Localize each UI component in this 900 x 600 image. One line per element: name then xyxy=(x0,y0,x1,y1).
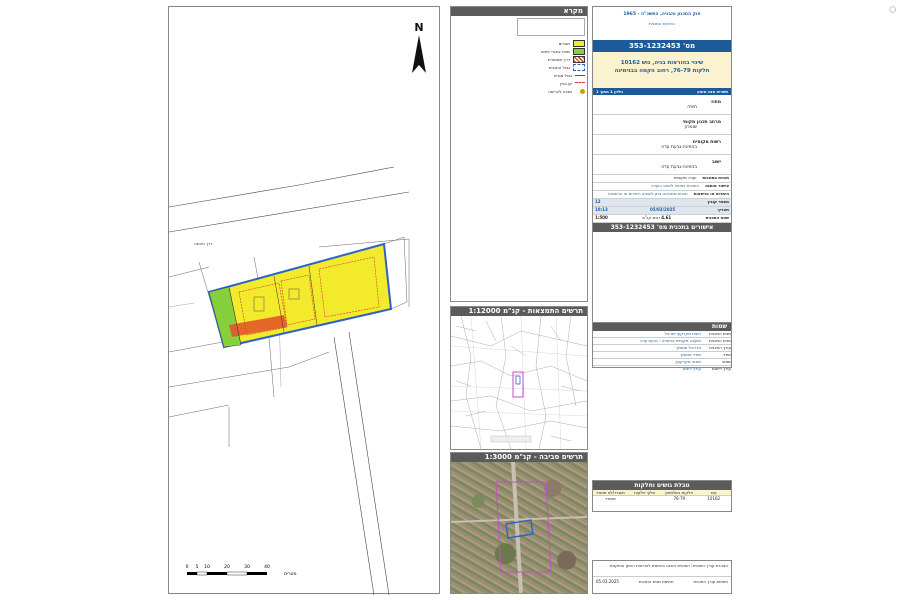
version-number: 12 xyxy=(595,199,601,204)
info-row: מחוז חיפה xyxy=(593,95,731,115)
main-plan-map xyxy=(168,6,440,594)
north-label: N xyxy=(414,21,424,34)
legend-panel xyxy=(450,6,588,302)
law-line: חוק התכנון והבניה, התשכ"ה - 1965 xyxy=(623,12,701,17)
declaration-panel: הצהרת עורך התכנית: התכנית הוכנה בהתאם להוראות החוק והתקנות חתימת עורך התכנית חתימת מגיש התכנית 05.03.2025 xyxy=(592,560,732,594)
legend-item: גבול מגרש xyxy=(455,71,585,79)
legend-swatch-buildline xyxy=(575,82,585,84)
signatures-panel xyxy=(592,322,732,371)
north-arrow-icon xyxy=(412,35,426,73)
svg-text:40: 40 xyxy=(264,565,270,570)
legend-item: שטח ציבורי פתוח xyxy=(455,47,585,55)
signature-row: עורך התכנית אדריכל מוסמך xyxy=(593,345,731,352)
svg-text:20: 20 xyxy=(224,565,230,570)
svg-text:5: 5 xyxy=(195,565,199,570)
regional-map xyxy=(451,316,587,449)
declaration-note: הצהרת עורך התכנית: התכנית הוכנה בהתאם להוראות החוק והתקנות xyxy=(609,563,728,568)
plan-info-panel xyxy=(592,6,732,366)
plan-number: 353-1232453 xyxy=(628,42,681,50)
svg-text:מטרים: מטרים xyxy=(284,572,297,577)
scale-bar xyxy=(186,564,297,577)
info-row: מרחב תכנון מקומי שומרון xyxy=(593,115,731,135)
svg-text:30: 30 xyxy=(244,565,250,570)
legend-swatch-line xyxy=(575,75,585,76)
legend-title: מקרא xyxy=(451,7,587,16)
signatures-header: שמות xyxy=(593,323,731,331)
legend-item: גבול התכנית xyxy=(455,63,585,71)
signatures-table xyxy=(593,331,731,372)
table-row: 10162 76-79 מוסדר xyxy=(593,495,731,501)
plan-drawing xyxy=(169,7,441,595)
aerial-photo xyxy=(451,462,587,593)
signature-row: עורך רישום עורך רשום xyxy=(682,366,731,371)
sub-line: הוראות התכנית xyxy=(648,21,676,26)
signature-row: שמאי שמאי מקרקעין xyxy=(593,359,731,366)
signature-row: מגיש התכנית מועצה מקומית בנימינה - גבעת עדה xyxy=(593,338,731,345)
parcels-columns: גוש חלקות בשלמותן חלקי חלקות מוסדר/לא מוסדר xyxy=(593,490,731,495)
legend-item: קו בניין xyxy=(455,79,585,87)
info-row: רשות מקומית בנימינה-גבעת עדה xyxy=(593,135,731,155)
plan-name: שינוי בהוראות בניה, גוש 10162 xyxy=(620,60,704,66)
plan-date: 05/03/2025 xyxy=(650,207,676,212)
corner-mark: ◯ xyxy=(889,6,896,13)
aerial-map-panel xyxy=(450,452,588,594)
parcels-panel xyxy=(592,480,732,512)
signature-row: מגיש התכנית רשות מקרקעי ישראל xyxy=(593,331,731,338)
legend-swatch-road xyxy=(573,56,585,63)
info-rows xyxy=(593,95,731,175)
legend-item: מבנה להריסה xyxy=(455,87,585,95)
parcels-header: טבלת גושים וחלקות xyxy=(593,481,731,490)
plan-area: 4.61 xyxy=(661,215,672,220)
regional-map-title: תרשים התמצאות - קנ"מ 1:12000 xyxy=(451,307,587,316)
area-label: דרך נחושה xyxy=(194,241,213,246)
approvals-header: אישורים בתכנית מס' 353-1232453 xyxy=(593,223,731,232)
plan-number-bar: מס' 353-1232453 xyxy=(593,40,731,52)
legend-item: דרך מאושרת xyxy=(455,55,585,63)
logo-box xyxy=(517,18,585,36)
legend-swatch-boundary xyxy=(573,64,585,71)
legend-swatch-green xyxy=(573,48,585,55)
plan-scale: 1:500 xyxy=(595,215,608,220)
svg-text:10: 10 xyxy=(204,565,210,570)
plan-desc: חלקות 76-79, רחוב הקמה בבנימינה xyxy=(614,68,710,74)
signature-row: מודד מודד מוסמך xyxy=(593,352,731,359)
plan-name-block xyxy=(593,52,731,88)
info-row: ישוב בנימינה-גבעת עדה xyxy=(593,155,731,175)
regional-map-panel xyxy=(450,306,588,450)
sheet-bar: תשריט מצב מוצע גיליון 1 מתוך 1 xyxy=(593,88,731,95)
legend-swatch-dot xyxy=(580,89,585,94)
legend-item: מגורים xyxy=(455,39,585,47)
legend-swatch-yellow xyxy=(573,40,585,47)
plan-time: 10:13 xyxy=(595,207,608,212)
legend-list xyxy=(455,39,585,95)
aerial-map-title: תרשים סביבה - קנ"מ 1:3000 xyxy=(451,453,587,462)
plan-meta: תכנית בסמכות ועדה מקומית אישור מותנה התכנית כפופה לתנאי הועדה היתרים או הרשאות תכנית שמכוחה ניתן להוציא היתרים או הרשאות מספר קובץ 12 תאריך 05/03/2025 10:13 שטח התכנית 4.61 דונם קנ"מ 1:500 xyxy=(593,175,731,223)
declaration-date: 05.03.2025 xyxy=(596,579,619,584)
svg-text:0: 0 xyxy=(185,565,189,570)
